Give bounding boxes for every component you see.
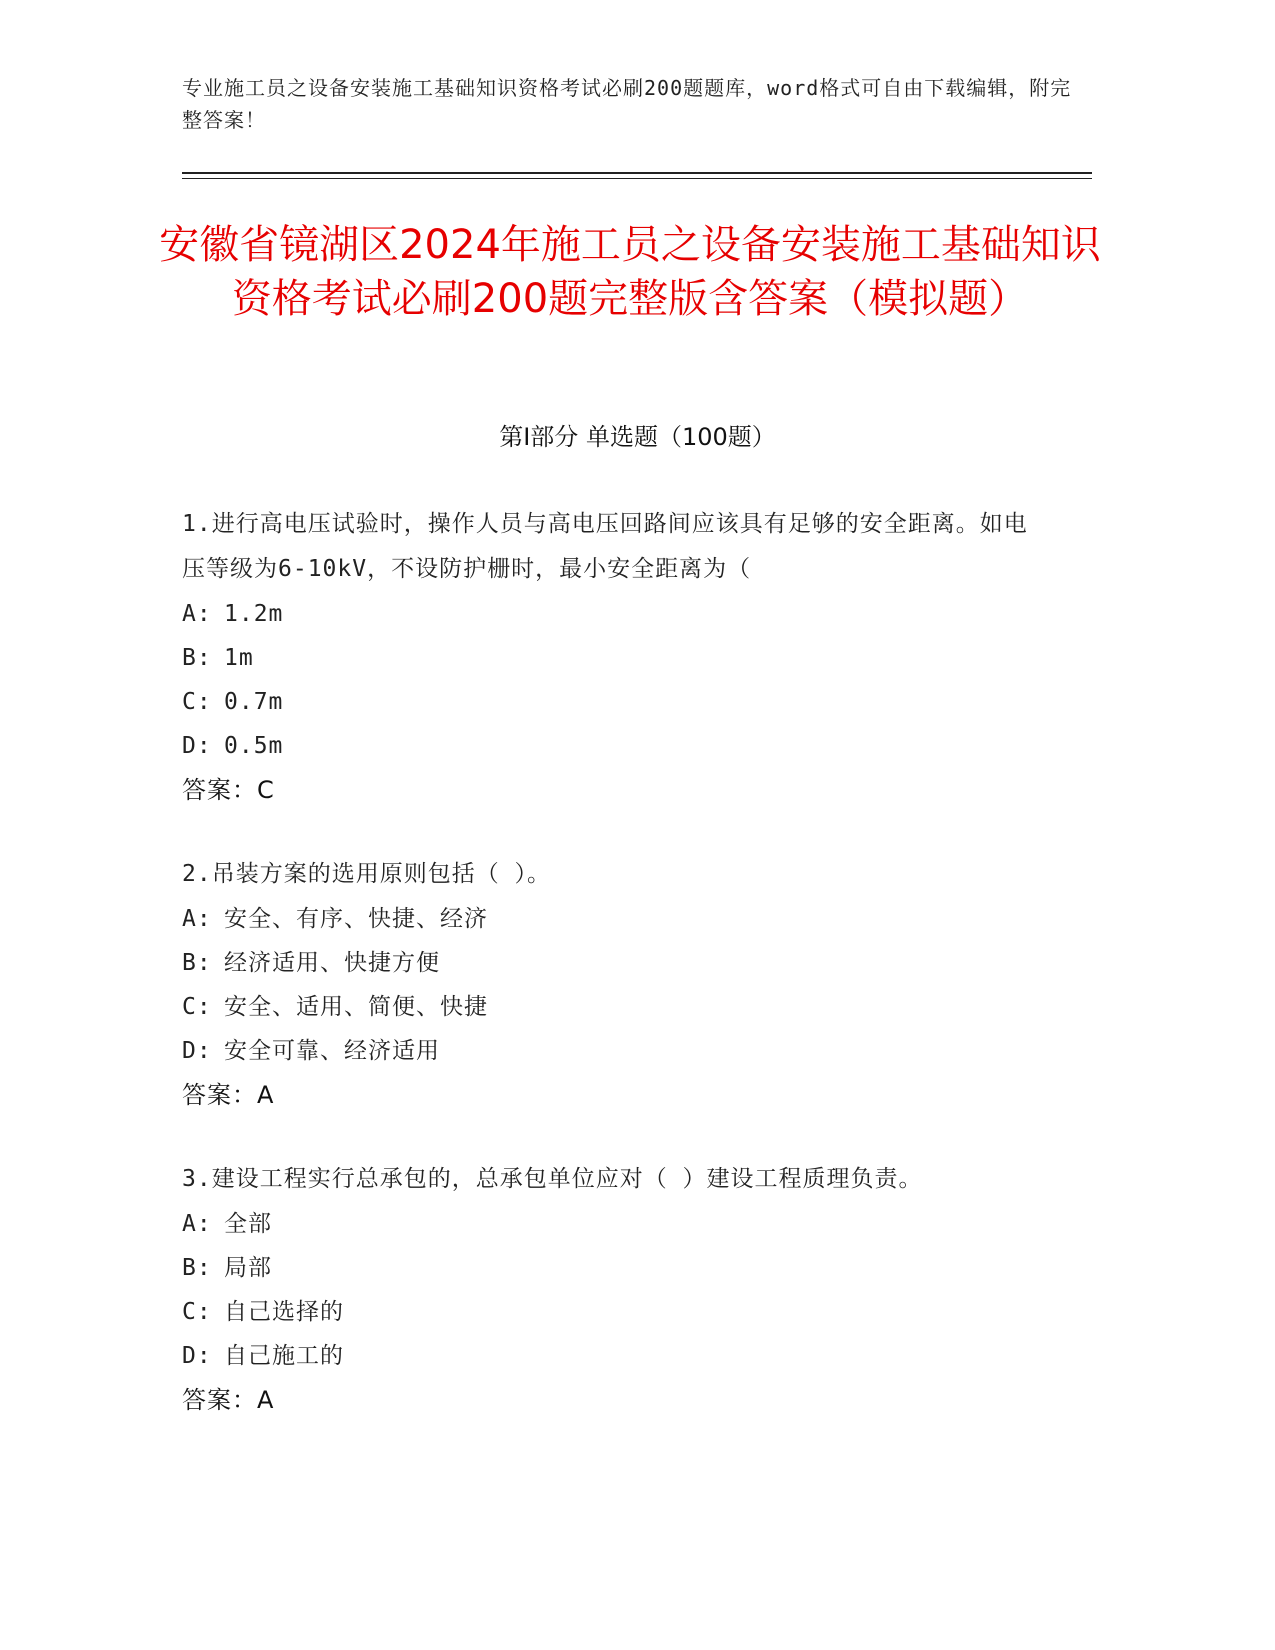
option-d bbox=[182, 724, 1042, 768]
option-c bbox=[182, 985, 1042, 1029]
option-letter: A: bbox=[182, 1211, 212, 1237]
option-letter: D: bbox=[182, 1038, 212, 1064]
option-a bbox=[182, 1202, 1042, 1246]
option-text: 安全、适用、简便、快捷 bbox=[224, 994, 488, 1020]
option-b bbox=[182, 1246, 1042, 1290]
option-c bbox=[182, 680, 1042, 724]
question-stem: 1.进行高电压试验时，操作人员与高电压回路间应该具有足够的安全距离。如电压等级为6-10kV，不设防护栅时，最小安全距离为（ bbox=[182, 511, 1028, 582]
option-a bbox=[182, 592, 1042, 636]
header-rule-thick bbox=[182, 172, 1092, 174]
option-text: 安全可靠、经济适用 bbox=[224, 1038, 440, 1064]
option-letter: C: bbox=[182, 1299, 212, 1325]
option-text: 经济适用、快捷方便 bbox=[224, 950, 440, 976]
option-text: 局部 bbox=[224, 1255, 272, 1281]
option-a bbox=[182, 897, 1042, 941]
option-letter: B: bbox=[182, 645, 212, 671]
answer: 答案：A bbox=[182, 1386, 275, 1414]
option-text: 全部 bbox=[224, 1211, 272, 1237]
option-text: 自己施工的 bbox=[224, 1343, 344, 1369]
option-text: 自己选择的 bbox=[224, 1299, 344, 1325]
option-c bbox=[182, 1290, 1042, 1334]
question-stem: 3.建设工程实行总承包的，总承包单位应对（ ）建设工程质理负责。 bbox=[182, 1166, 923, 1192]
option-d bbox=[182, 1029, 1042, 1073]
option-letter: C: bbox=[182, 689, 212, 715]
question-2 bbox=[182, 852, 1042, 1117]
document-title: 安徽省镜湖区2024年施工员之设备安装施工基础知识资格考试必刷200题完整版含答案（模拟题） bbox=[159, 222, 1101, 322]
answer: 答案：A bbox=[182, 1081, 275, 1109]
header-rule-thin bbox=[182, 178, 1092, 179]
option-text: 1m bbox=[224, 645, 254, 671]
option-text: 1.2m bbox=[224, 601, 284, 627]
question-3 bbox=[182, 1157, 1042, 1422]
option-letter: A: bbox=[182, 906, 212, 932]
section-title: 第Ⅰ部分 单选题（100题） bbox=[499, 423, 776, 451]
option-letter: B: bbox=[182, 950, 212, 976]
option-text: 安全、有序、快捷、经济 bbox=[224, 906, 488, 932]
answer: 答案：C bbox=[182, 776, 275, 804]
option-text: 0.5m bbox=[224, 733, 284, 759]
option-b bbox=[182, 941, 1042, 985]
option-letter: C: bbox=[182, 994, 212, 1020]
option-text: 0.7m bbox=[224, 689, 284, 715]
option-letter: A: bbox=[182, 601, 212, 627]
question-1 bbox=[182, 502, 1042, 812]
option-letter: B: bbox=[182, 1255, 212, 1281]
option-d bbox=[182, 1334, 1042, 1378]
header-note: 专业施工员之设备安装施工基础知识资格考试必刷200题题库，word格式可自由下载编辑，附完整答案！ bbox=[182, 76, 1072, 132]
option-b bbox=[182, 636, 1042, 680]
option-letter: D: bbox=[182, 1343, 212, 1369]
question-stem: 2.吊装方案的选用原则包括（ ）。 bbox=[182, 861, 552, 887]
option-letter: D: bbox=[182, 733, 212, 759]
